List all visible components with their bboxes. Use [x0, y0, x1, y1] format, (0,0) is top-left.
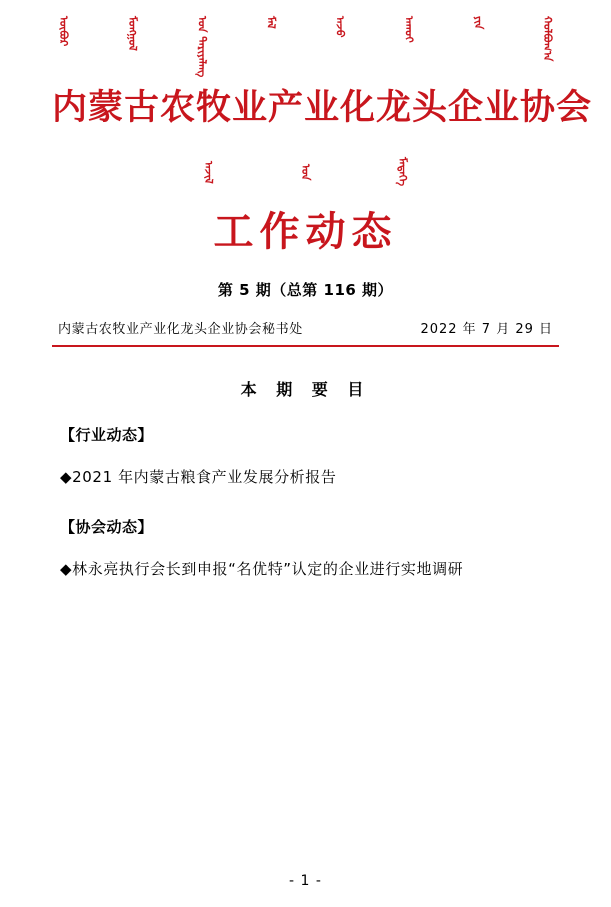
mongolian-script-mid-row — [52, 146, 559, 198]
mongolian-mid-glyph-2: ᠤᠨ — [299, 163, 312, 181]
red-divider — [52, 345, 559, 347]
association-title: 内蒙古农牧业产业化龙头企业协会 — [52, 88, 593, 128]
masthead-meta — [52, 318, 559, 337]
masthead — [52, 0, 593, 347]
mongolian-glyph-6: ᠠᠬᠤᠢ — [402, 16, 416, 43]
mongolian-mid-glyph-3: ᠮᠡᠳᠡᠭᠡ — [396, 157, 409, 187]
mongolian-glyph-2: ᠮᠣᠩᠭᠤᠯ — [126, 16, 140, 51]
mongolian-glyph-7: ᠶᠢᠨ — [471, 16, 485, 30]
toc-entry-industry-1: ◆2021 年内蒙古粮食产业发展分析报告 — [60, 468, 337, 486]
section-heading-association: 【协会动态】 — [60, 517, 154, 536]
publisher-label: 内蒙古农牧业产业化龙头企业协会秘书处 — [58, 322, 303, 337]
mongolian-mid-glyph-1: ᠠᠵᠢᠯ — [202, 160, 215, 184]
document-body — [52, 377, 559, 583]
toc-title: 本 期 要 目 — [240, 380, 371, 399]
publish-date: 2022 年 7 月 29 日 — [420, 322, 553, 337]
issue-number: 第 5 期（总第 116 期） — [217, 281, 394, 299]
mongolian-script-top-row — [52, 16, 559, 76]
mongolian-glyph-8: ᠬᠤᠯᠪᠤᠭ᠎ᠠ — [540, 16, 554, 62]
mongolian-glyph-1: ᠦᠪᠦᠷ — [57, 16, 70, 47]
mongolian-glyph-4: ᠮᠠᠯ — [264, 16, 278, 29]
mongolian-glyph-5: ᠠᠵᠤ — [333, 16, 347, 38]
toc-entry-association-1: ◆林永亮执行会长到申报“名优特”认定的企业进行实地调研 — [60, 559, 464, 578]
mongolian-glyph-3: ᠤᠨ ᠲᠠᠷᠢᠶᠠᠯᠠᠩ — [195, 16, 209, 78]
bulletin-title: 工作动态 — [213, 209, 398, 255]
page-number: - 1 - — [289, 873, 322, 889]
section-heading-industry: 【行业动态】 — [60, 426, 154, 444]
